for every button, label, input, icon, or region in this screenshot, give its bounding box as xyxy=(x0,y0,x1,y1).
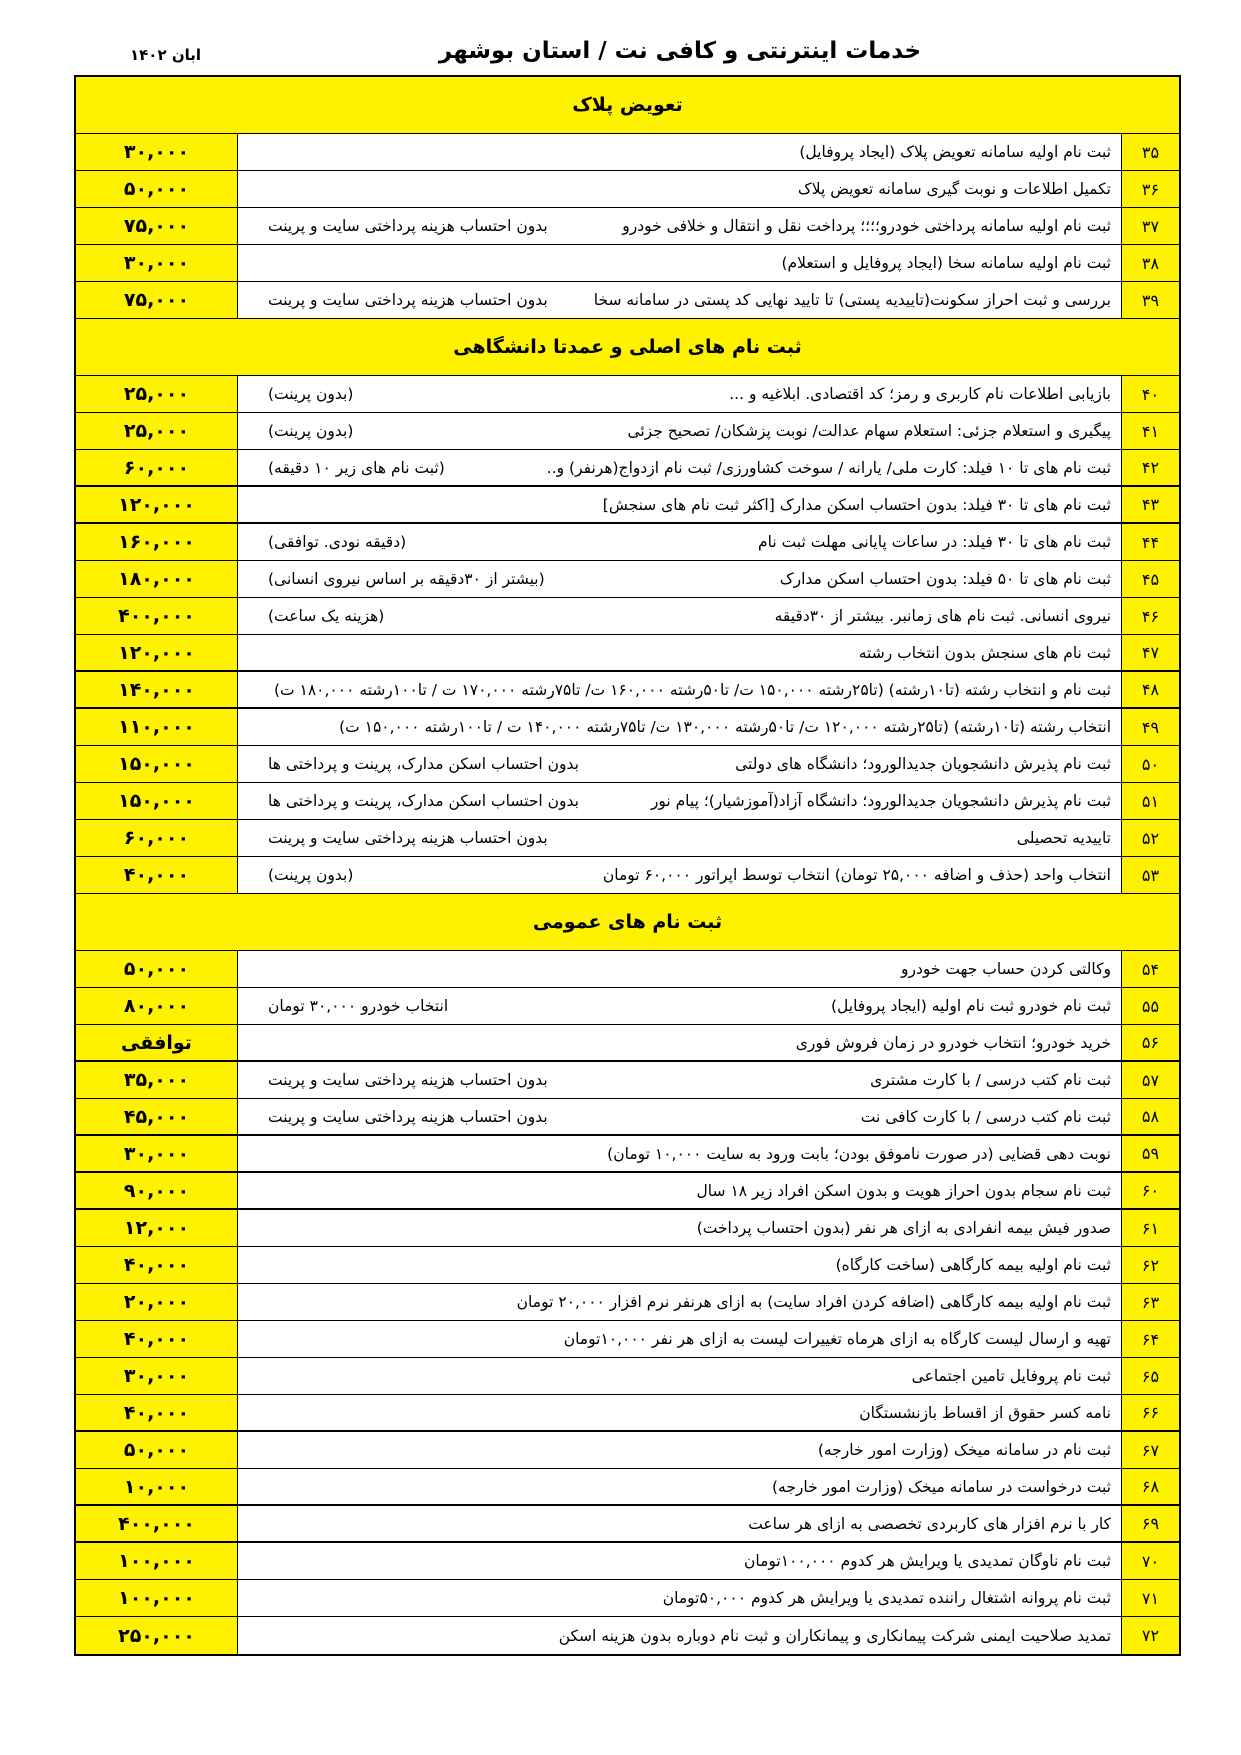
row-number: ۶۳ xyxy=(1141,1292,1160,1312)
service-description xyxy=(237,1247,1122,1283)
service-text: ثبت نام اولیه بیمه کارگاهی (ساخت کارگاه) xyxy=(835,1256,1111,1274)
service-description xyxy=(237,1210,1122,1246)
table-row xyxy=(76,951,1179,988)
section-title: ثبت نام های عمومی xyxy=(76,894,1179,951)
service-description xyxy=(237,1025,1122,1060)
service-note: بدون احتساب هزینه پرداختی سایت و پرینت xyxy=(268,217,548,235)
row-number: ۷۰ xyxy=(1141,1551,1160,1571)
service-note: (بدون پرینت) xyxy=(268,422,354,440)
table-row xyxy=(76,820,1179,857)
service-description xyxy=(237,988,1122,1024)
service-text: پیگیری و استعلام جزئی: استعلام سهام عدالت/ نوبت پزشکان/ تصحیح جزئی xyxy=(627,422,1111,440)
row-number: ۳۶ xyxy=(1141,179,1160,199)
service-text: ثبت نام اولیه سامانه تعویض پلاک (ایجاد پروفایل) xyxy=(799,143,1111,161)
row-number: ۵۰ xyxy=(1141,754,1160,774)
service-note: بدون احتساب هزینه پرداختی سایت و پرینت xyxy=(268,1107,548,1126)
service-price: ۸۰,۰۰۰ xyxy=(123,995,190,1017)
service-text: تاییدیه تحصیلی xyxy=(1016,829,1111,847)
service-text: ثبت نام اولیه سامانه سخا (ایجاد پروفایل و استعلام) xyxy=(781,254,1111,272)
service-text: انتخاب واحد (حذف و اضافه ۲۵,۰۰۰ تومان) انتخاب توسط اپراتور ۶۰,۰۰۰ تومان xyxy=(602,866,1111,884)
table-row xyxy=(76,1432,1179,1469)
table-row xyxy=(76,783,1179,820)
service-price: ۱۶۰,۰۰۰ xyxy=(118,531,195,553)
service-text: ثبت نام های سنجش بدون انتخاب رشته xyxy=(858,643,1111,662)
service-price: ۴۰,۰۰۰ xyxy=(123,1401,190,1424)
service-price: ۵۰,۰۰۰ xyxy=(123,1439,190,1461)
service-text: ثبت نام سجام بدون احراز هویت و بدون اسکن افراد زیر ۱۸ سال xyxy=(696,1181,1111,1200)
service-description xyxy=(237,1321,1122,1357)
service-text: نامه کسر حقوق از اقساط بازنشستگان xyxy=(859,1403,1111,1422)
service-text: ثبت درخواست در سامانه میخک (وزارت امور خارجه) xyxy=(771,1477,1111,1496)
service-note: (بدون پرینت) xyxy=(268,385,354,403)
service-price: ۵۰,۰۰۰ xyxy=(123,958,190,980)
service-description xyxy=(237,598,1122,634)
service-text: انتخاب رشته (تا۱۰رشته) (تا۲۵رشته ۱۲۰,۰۰۰ ت/ تا۵۰رشته ۱۳۰,۰۰۰ ت/ تا۷۵رشته ۱۴۰,۰۰۰ ت / تا۱۰۰رشته ۱۵۰,۰۰۰ ت) xyxy=(339,718,1111,736)
section-title: تعویض پلاک xyxy=(76,77,1179,134)
service-price: ۴۰۰,۰۰۰ xyxy=(118,605,195,627)
row-number: ۵۹ xyxy=(1141,1144,1160,1163)
table-row xyxy=(76,598,1179,635)
service-note: (بیشتر از ۳۰دقیقه بر اساس نیروی انسانی) xyxy=(268,570,545,588)
service-note: (بدون پرینت) xyxy=(268,866,354,884)
service-note: (ثبت نام های زیر ۱۰ دقیقه) xyxy=(268,458,445,477)
service-price: ۴۰,۰۰۰ xyxy=(123,1254,190,1276)
service-price: ۱۰۰,۰۰۰ xyxy=(118,1550,195,1572)
row-number: ۴۸ xyxy=(1141,680,1160,699)
service-text: تکمیل اطلاعات و نوبت گیری سامانه تعویض پلاک xyxy=(797,180,1111,198)
row-number: ۴۰ xyxy=(1141,384,1160,404)
row-number: ۳۹ xyxy=(1141,290,1160,310)
service-price: ۱۸۰,۰۰۰ xyxy=(118,568,195,590)
service-text: ثبت نام کتب درسی / با کارت مشتری xyxy=(870,1071,1111,1089)
table-row xyxy=(76,134,1179,171)
service-text: نوبت دهی قضایی (در صورت ناموفق بودن؛ بابت ورود به سایت ۱۰,۰۰۰ تومان) xyxy=(607,1144,1111,1163)
table-row xyxy=(76,1247,1179,1284)
service-price: ۱۰,۰۰۰ xyxy=(123,1475,190,1498)
row-number: ۴۲ xyxy=(1141,458,1160,477)
row-number: ۴۶ xyxy=(1141,606,1160,626)
table-row xyxy=(76,1210,1179,1247)
table-row xyxy=(76,450,1179,487)
service-description xyxy=(237,561,1122,597)
service-price: ۶۰,۰۰۰ xyxy=(123,827,190,849)
table-row xyxy=(76,524,1179,561)
table-row xyxy=(76,1099,1179,1136)
service-note: بدون احتساب هزینه پرداختی سایت و پرینت xyxy=(268,829,548,847)
service-description xyxy=(237,1358,1122,1394)
row-number: ۶۹ xyxy=(1141,1514,1160,1533)
service-price: ۲۵,۰۰۰ xyxy=(123,383,190,405)
table-row xyxy=(76,1469,1179,1506)
row-number: ۳۵ xyxy=(1141,142,1160,162)
row-number: ۳۷ xyxy=(1141,216,1160,236)
row-number: ۶۴ xyxy=(1141,1329,1160,1349)
section-title: ثبت نام های اصلی و عمدتا دانشگاهی xyxy=(76,319,1179,376)
table-row xyxy=(76,245,1179,282)
service-text: ثبت نام و انتخاب رشته (تا۱۰رشته) (تا۲۵رشته ۱۵۰,۰۰۰ ت/ تا۵۰رشته ۱۶۰,۰۰۰ ت/ تا۷۵رشته ۱۷۰,۰۰۰ ت / تا۱۰۰رشته ۱۸۰,۰۰۰ ت) xyxy=(273,680,1111,699)
service-text: ثبت نام های تا ۳۰ فیلد: بدون احتساب اسکن مدارک [اکثر ثبت نام های سنجش] xyxy=(602,495,1111,514)
service-text: ثبت نام کتب درسی / با کارت کافی نت xyxy=(860,1107,1111,1126)
table-row xyxy=(76,746,1179,783)
service-description xyxy=(237,1136,1122,1171)
table-row xyxy=(76,1617,1179,1654)
service-description xyxy=(237,1506,1122,1541)
service-description xyxy=(237,413,1122,449)
service-description xyxy=(237,1099,1122,1134)
service-description xyxy=(237,1543,1122,1579)
row-number: ۷۲ xyxy=(1141,1626,1160,1645)
service-text: بررسی و ثبت احراز سکونت(تاییدیه پستی) تا تایید نهایی کد پستی در سامانه سخا xyxy=(593,291,1111,309)
service-description xyxy=(237,951,1122,987)
service-description xyxy=(237,1580,1122,1616)
row-number: ۶۵ xyxy=(1141,1366,1160,1386)
table-row xyxy=(76,988,1179,1025)
service-description xyxy=(237,783,1122,819)
table-row xyxy=(76,1136,1179,1173)
service-text: ثبت نام های تا ۵۰ فیلد: بدون احتساب اسکن مدارک xyxy=(779,570,1111,588)
service-price: ۱۰۰,۰۰۰ xyxy=(118,1587,195,1609)
row-number: ۵۱ xyxy=(1141,791,1160,811)
row-number: ۶۱ xyxy=(1141,1218,1160,1238)
service-price: ۴۰,۰۰۰ xyxy=(123,1328,190,1350)
row-number: ۶۲ xyxy=(1141,1255,1160,1275)
table-row xyxy=(76,709,1179,746)
service-note: بدون احتساب اسکن مدارک، پرینت و پرداختی ها xyxy=(268,792,579,810)
row-number: ۳۸ xyxy=(1141,253,1160,273)
service-description xyxy=(237,171,1122,207)
service-price: ۳۰,۰۰۰ xyxy=(123,141,190,163)
table-row xyxy=(76,1395,1179,1432)
table-row xyxy=(76,1321,1179,1358)
service-price: ۱۵۰,۰۰۰ xyxy=(118,790,195,812)
row-number: ۶۰ xyxy=(1141,1181,1160,1200)
service-text: ثبت نام ناوگان تمدیدی یا ویرایش هر کدوم ۱۰۰,۰۰۰تومان xyxy=(744,1552,1111,1570)
table-row xyxy=(76,208,1179,245)
service-text: وکالتی کردن حساب جهت خودرو xyxy=(901,960,1111,978)
row-number: ۵۸ xyxy=(1141,1107,1160,1126)
service-text: تهیه و ارسال لیست کارگاه به ازای هرماه تغییرات لیست به ازای هر نفر ۱۰,۰۰۰تومان xyxy=(563,1330,1111,1348)
service-note: (هزینه یک ساعت) xyxy=(268,607,385,625)
service-description xyxy=(237,709,1122,745)
row-number: ۶۷ xyxy=(1141,1440,1160,1460)
service-price: ۱۲۰,۰۰۰ xyxy=(118,493,195,516)
service-text: ثبت نام اولیه بیمه کارگاهی (اضافه کردن افراد سایت) به ازای هرنفر نرم افزار ۲۰,۰۰۰ تومان xyxy=(516,1293,1111,1311)
row-number: ۴۴ xyxy=(1141,532,1160,552)
row-number: ۶۶ xyxy=(1141,1403,1160,1422)
service-price: ۴۰۰,۰۰۰ xyxy=(118,1512,195,1535)
table-row xyxy=(76,561,1179,598)
service-description xyxy=(237,672,1122,707)
service-price: ۳۵,۰۰۰ xyxy=(123,1069,190,1091)
row-number: ۶۸ xyxy=(1141,1477,1160,1496)
service-price: ۳۰,۰۰۰ xyxy=(123,1365,190,1387)
row-number: ۴۱ xyxy=(1141,421,1160,441)
table-row xyxy=(76,672,1179,709)
service-note: بدون احتساب هزینه پرداختی سایت و پرینت xyxy=(268,1071,548,1089)
table-row xyxy=(76,1062,1179,1099)
service-text: ثبت نام های تا ۳۰ فیلد: در ساعات پایانی مهلت ثبت نام xyxy=(758,533,1111,551)
service-description xyxy=(237,376,1122,412)
table-row xyxy=(76,487,1179,524)
table-row xyxy=(76,1284,1179,1321)
row-number: ۵۶ xyxy=(1141,1033,1160,1052)
service-price: ۴۰,۰۰۰ xyxy=(123,864,190,886)
service-text: ثبت نام پروانه اشتغال راننده تمدیدی یا ویرایش هر کدوم ۵۰,۰۰۰تومان xyxy=(662,1589,1111,1607)
table-row xyxy=(76,1025,1179,1062)
service-description xyxy=(237,245,1122,281)
service-text: صدور فیش بیمه انفرادی به ازای هر نفر (بدون احتساب پرداخت) xyxy=(696,1219,1111,1237)
service-text: ثبت نام پذیرش دانشجویان جدیدالورود؛ دانشگاه های دولتی xyxy=(735,755,1111,773)
table-row xyxy=(76,635,1179,672)
row-number: ۵۲ xyxy=(1141,828,1160,848)
row-number: ۴۳ xyxy=(1141,495,1160,514)
service-price: ۲۰,۰۰۰ xyxy=(123,1291,190,1313)
service-price: ۳۰,۰۰۰ xyxy=(123,252,190,274)
service-description xyxy=(237,487,1122,522)
row-number: ۵۳ xyxy=(1141,865,1160,885)
service-price: ۴۵,۰۰۰ xyxy=(123,1105,190,1128)
service-price: ۵۰,۰۰۰ xyxy=(123,178,190,200)
service-text: خرید خودرو؛ انتخاب خودرو در زمان فروش فوری xyxy=(795,1033,1111,1052)
service-price: ۱۲,۰۰۰ xyxy=(123,1217,190,1239)
table-row xyxy=(76,1506,1179,1543)
service-description xyxy=(237,746,1122,782)
table-row xyxy=(76,1580,1179,1617)
service-description xyxy=(237,1617,1122,1654)
service-text: ثبت نام در سامانه میخک (وزارت امور خارجه) xyxy=(817,1441,1111,1459)
service-price: ۳۰,۰۰۰ xyxy=(123,1142,190,1165)
table-row xyxy=(76,171,1179,208)
service-price: ۱۲۰,۰۰۰ xyxy=(118,641,195,664)
service-price: توافقی xyxy=(121,1031,192,1054)
price-table xyxy=(74,75,1181,1656)
service-price: ۲۵,۰۰۰ xyxy=(123,420,190,442)
table-row xyxy=(76,376,1179,413)
table-row xyxy=(76,857,1179,894)
service-price: ۱۱۰,۰۰۰ xyxy=(118,716,195,738)
row-number: ۵۷ xyxy=(1141,1070,1160,1090)
service-description xyxy=(237,1432,1122,1468)
row-number: ۴۵ xyxy=(1141,569,1160,589)
service-price: ۹۰,۰۰۰ xyxy=(123,1179,190,1202)
service-description xyxy=(237,1284,1122,1320)
service-text: ثبت نام اولیه سامانه پرداختی خودرو؛؛؛؛ پرداخت نقل و انتقال و خلافی خودرو xyxy=(622,217,1111,235)
service-description xyxy=(237,208,1122,244)
service-text: ثبت نام خودرو ثبت نام اولیه (ایجاد پروفایل) xyxy=(830,997,1111,1015)
table-row xyxy=(76,1358,1179,1395)
row-number: ۴۹ xyxy=(1141,717,1160,737)
service-description xyxy=(237,1062,1122,1098)
service-description xyxy=(237,1469,1122,1504)
service-price: ۷۵,۰۰۰ xyxy=(123,289,190,311)
service-description xyxy=(237,1173,1122,1208)
service-note: بدون احتساب هزینه پرداختی سایت و پرینت xyxy=(268,291,548,309)
service-text: تمدید صلاحیت ایمنی شرکت پیمانکاری و پیمانکاران و ثبت نام دوباره بدون هزینه اسکن xyxy=(558,1626,1111,1645)
page-title: خدمات اینترنتی و کافی نت / استان بوشهر xyxy=(438,38,922,64)
service-text: ثبت نام پروفایل تامین اجتماعی xyxy=(911,1367,1111,1385)
service-note: بدون احتساب اسکن مدارک، پرینت و پرداختی ها xyxy=(268,755,579,773)
row-number: ۵۵ xyxy=(1141,996,1160,1016)
service-description xyxy=(237,282,1122,318)
service-description xyxy=(237,857,1122,893)
service-note: (دقیقه نودی. توافقی) xyxy=(268,533,407,551)
service-description xyxy=(237,450,1122,485)
service-price: ۶۰,۰۰۰ xyxy=(123,456,190,479)
service-price: ۱۴۰,۰۰۰ xyxy=(118,678,195,701)
service-price: ۲۵۰,۰۰۰ xyxy=(118,1624,195,1647)
service-text: بازیابی اطلاعات نام کاربری و رمز؛ کد اقتصادی. ابلاغیه و ... xyxy=(729,385,1111,403)
service-description xyxy=(237,635,1122,670)
table-row xyxy=(76,282,1179,319)
service-note: انتخاب خودرو ۳۰,۰۰۰ تومان xyxy=(268,997,449,1015)
service-text: نیروی انسانی. ثبت نام های زمانبر. بیشتر از ۳۰دقیقه xyxy=(774,607,1111,625)
service-description xyxy=(237,820,1122,856)
service-text: ثبت نام های تا ۱۰ فیلد: کارت ملی/ یارانه / سوخت کشاورزی/ ثبت نام ازدواج(هرنفر) و.. xyxy=(546,458,1111,477)
service-description xyxy=(237,524,1122,560)
table-row xyxy=(76,413,1179,450)
row-number: ۴۷ xyxy=(1141,643,1160,662)
service-description xyxy=(237,134,1122,170)
table-row xyxy=(76,1173,1179,1210)
service-description xyxy=(237,1395,1122,1430)
row-number: ۷۱ xyxy=(1141,1588,1160,1608)
service-price: ۱۵۰,۰۰۰ xyxy=(118,753,195,775)
row-number: ۵۴ xyxy=(1141,959,1160,979)
service-price: ۷۵,۰۰۰ xyxy=(123,215,190,237)
table-row xyxy=(76,1543,1179,1580)
service-text: ثبت نام پذیرش دانشجویان جدیدالورود؛ دانشگاه آزاد(آموزشیار)؛ پیام نور xyxy=(650,792,1111,810)
service-text: کار با نرم افزار های کاربردی تخصصی به ازای هر ساعت xyxy=(748,1514,1111,1533)
date-label: ابان ۱۴۰۲ xyxy=(130,46,202,64)
